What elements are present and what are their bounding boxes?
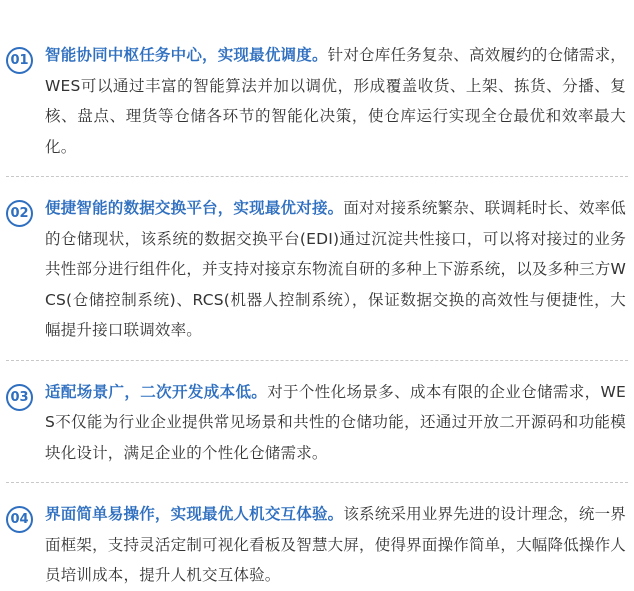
feature-item-3 bbox=[6, 377, 628, 469]
feature-heading-3: 适配场景广，二次开发成本低。 bbox=[45, 382, 268, 401]
divider-2 bbox=[6, 360, 628, 361]
feature-heading-1: 智能协同中枢任务中心，实现最优调度。 bbox=[45, 46, 328, 64]
feature-item-1 bbox=[6, 40, 628, 162]
divider-1 bbox=[6, 176, 628, 177]
number-badge-2: 02 bbox=[6, 200, 33, 227]
feature-body-4: 该系统采用业界先进的设计理念，统一界面框架，支持灵活定制可视化看板及智慧大屏，使得界面操作简单，大幅降低操作人员培训成本，提升人机交互体验。 bbox=[45, 505, 626, 584]
feature-heading-2: 便捷智能的数据交换平台，实现最优对接。 bbox=[45, 199, 344, 217]
number-badge-1: 01 bbox=[6, 47, 33, 74]
feature-body-2: 面对对接系统繁杂、联调耗时长、效率低的仓储现状，该系统的数据交换平台(EDI)通过沉淀共性接口，可以将对接过的业务共性部分进行组件化，并支持对接京东物流自研的多种上下游系统，以及多种三方WCS(仓储控制系统)、RCS(机器人控制系统），保证数据交换的高效性与便捷性，大幅提升接口联调效率。 bbox=[45, 199, 626, 339]
feature-heading-4: 界面简单易操作，实现最优人机交互体验。 bbox=[45, 505, 344, 523]
feature-item-2 bbox=[6, 193, 628, 346]
feature-body-3: 对于个性化场景多、成本有限的企业仓储需求，WES不仅能为行业企业提供常见场景和共性的仓储功能，还通过开放二开源码和功能模块化设计，满足企业的个性化仓储需求。 bbox=[45, 382, 626, 462]
feature-body-1: 针对仓库任务复杂、高效履约的仓储需求，WES可以通过丰富的智能算法并加以调优，形成覆盖收货、上架、拣货、分播、复核、盘点、理货等仓储各环节的智能化决策，使仓库运行实现全仓最优和效率最大化。 bbox=[45, 46, 626, 156]
divider-3 bbox=[6, 482, 628, 483]
feature-item-4 bbox=[6, 499, 628, 591]
number-badge-4: 04 bbox=[6, 506, 33, 533]
number-badge-3: 03 bbox=[6, 384, 33, 411]
